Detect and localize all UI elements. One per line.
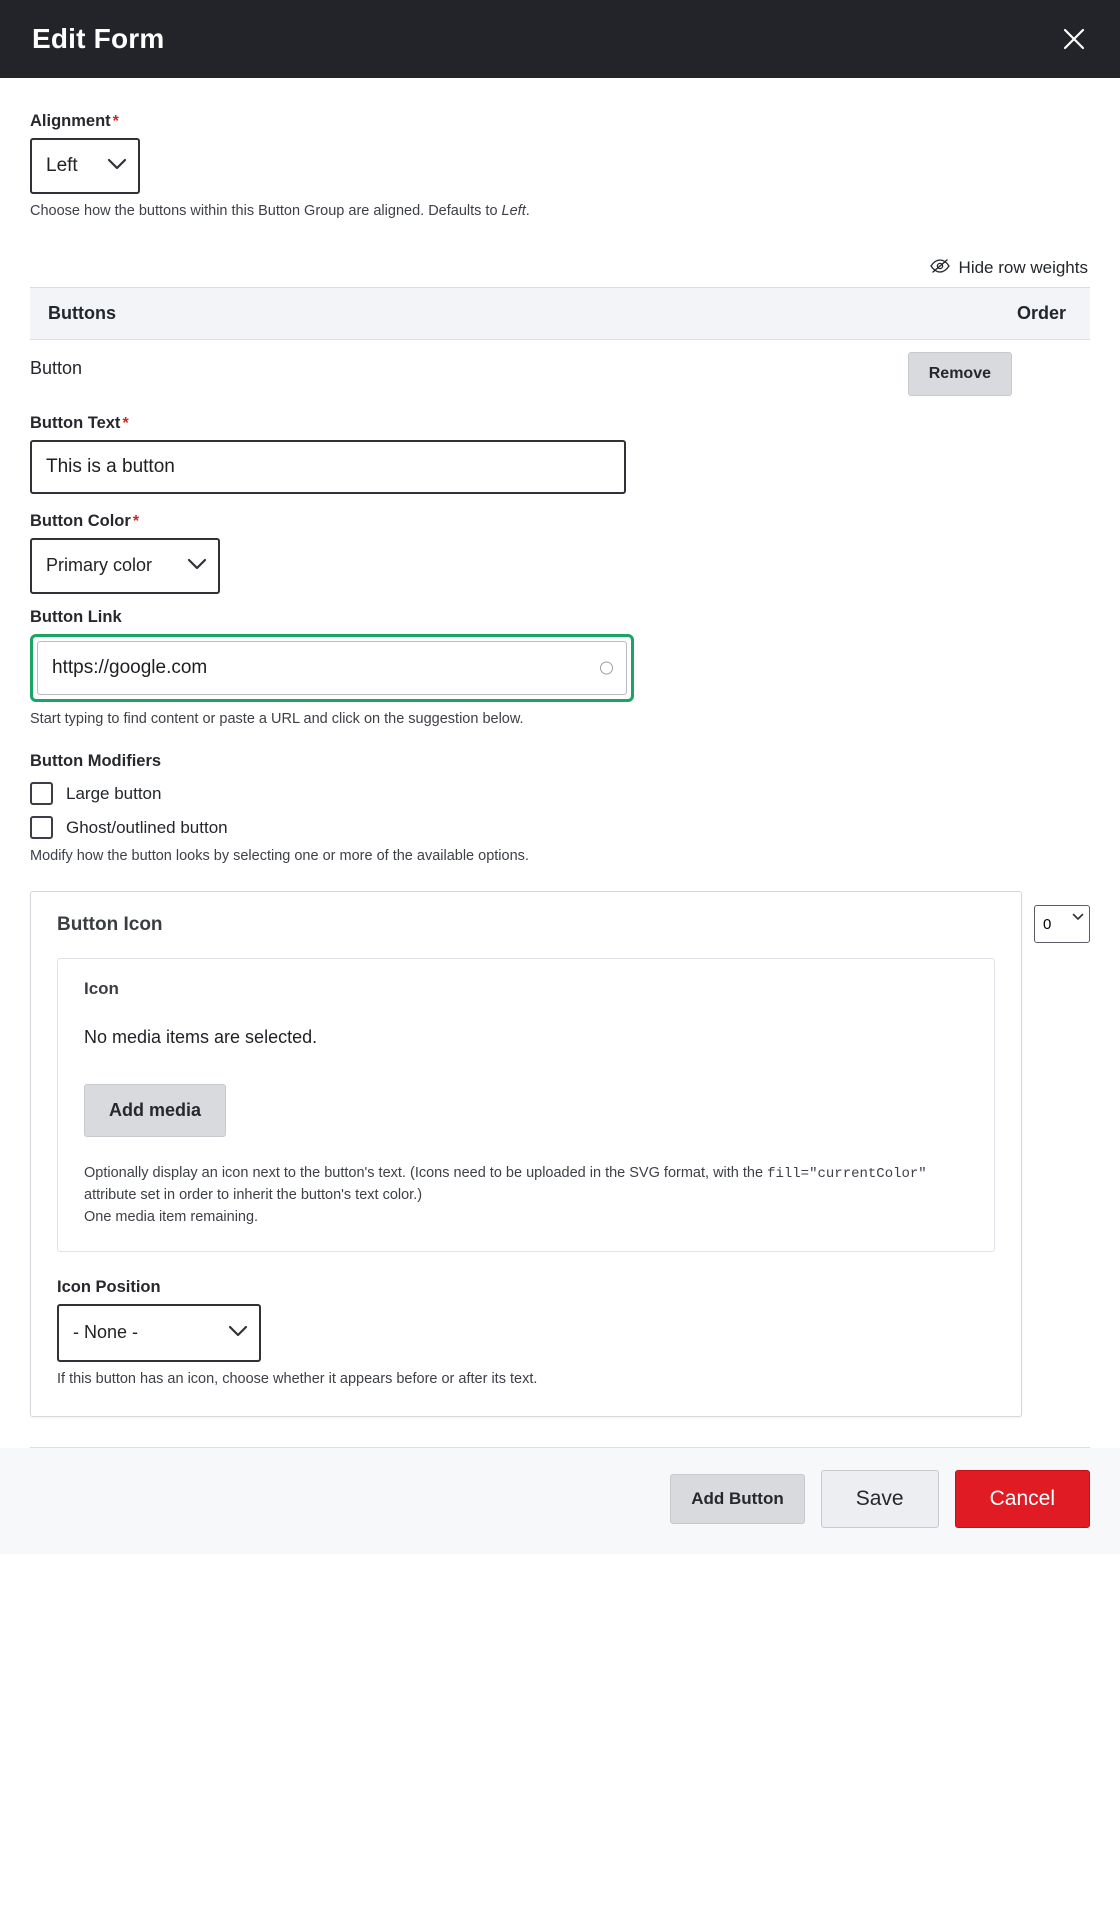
button-text-input[interactable] (30, 440, 626, 494)
modal-body (0, 78, 1120, 1417)
cancel-button[interactable]: Cancel (955, 1470, 1090, 1528)
close-icon[interactable] (1054, 19, 1094, 59)
large-button-checkbox[interactable] (30, 782, 53, 805)
button-link-input[interactable] (37, 641, 627, 695)
row-weight-select[interactable] (1034, 905, 1090, 943)
media-remaining-text: One media item remaining. (84, 1208, 259, 1225)
button-icon-section (30, 891, 1090, 1417)
button-link-description: Start typing to find content or paste a URL and click on the suggestion below. (30, 711, 524, 728)
button-color-select[interactable] (30, 538, 220, 594)
button-color-field (30, 512, 1090, 594)
page-title: Edit Form (32, 23, 165, 54)
row-weight-wrap (1034, 891, 1090, 943)
ghost-button-label[interactable]: Ghost/outlined button (66, 817, 228, 837)
icon-position-field (57, 1278, 995, 1390)
button-link-field (30, 608, 1090, 730)
hide-row-weights-button[interactable] (930, 258, 1088, 278)
modal-header (0, 0, 1120, 78)
icon-position-select[interactable] (57, 1304, 261, 1362)
alignment-field (30, 112, 1090, 222)
add-media-button[interactable]: Add media (84, 1084, 226, 1137)
icon-legend: Icon (84, 979, 119, 999)
modal-footer (0, 1448, 1120, 1554)
table-row (30, 340, 1090, 396)
alignment-select-wrap (30, 138, 140, 194)
button-modifiers-description: Modify how the button looks by selecting one or more of the available options. (30, 848, 529, 865)
modifier-option-ghost (30, 816, 1090, 839)
button-text-field (30, 414, 1090, 494)
remove-button[interactable]: Remove (908, 352, 1012, 396)
save-button[interactable]: Save (821, 1470, 939, 1528)
alignment-description: Choose how the buttons within this Button Group are aligned. Defaults to Left. (30, 203, 530, 219)
large-button-label[interactable]: Large button (66, 783, 162, 803)
button-icon-legend: Button Icon (57, 914, 163, 936)
add-button-button[interactable]: Add Button (670, 1474, 805, 1524)
buttons-table-header (30, 287, 1090, 340)
button-link-label: Button Link (30, 608, 122, 627)
button-text-label: Button Text * (30, 414, 129, 433)
hide-row-weights-label: Hide row weights (958, 258, 1088, 278)
icon-fill-code: fill="currentColor" (767, 1166, 927, 1183)
ghost-button-checkbox[interactable] (30, 816, 53, 839)
required-marker: * (122, 415, 129, 433)
button-modifiers-field (30, 752, 1090, 867)
no-media-text: No media items are selected. (84, 1027, 318, 1048)
button-modifiers-label: Button Modifiers (30, 752, 162, 771)
button-color-label: Button Color * (30, 512, 140, 531)
required-marker: * (112, 113, 119, 130)
icon-position-select-wrap (57, 1304, 261, 1362)
column-header-order: Order (1016, 303, 1066, 324)
icon-position-description: If this button has an icon, choose whether it appears before or after its text. (57, 1370, 538, 1387)
icon-position-label: Icon Position (57, 1277, 161, 1296)
button-icon-fieldset (30, 891, 1022, 1417)
autocomplete-throbber-icon (600, 662, 613, 675)
row-label: Button (30, 358, 83, 379)
alignment-label: Alignment * (30, 112, 119, 130)
modifier-option-large (30, 782, 1090, 805)
eye-slash-icon (930, 258, 950, 278)
alignment-select[interactable] (30, 138, 140, 194)
row-weights-row (30, 258, 1090, 278)
icon-media-description: Optionally display an icon next to the button's text. (Icons need to be uploaded in the SVG format, with the fill="currentColor" attribute set in order to inherit the button's text color.) One media item remaining. (84, 1163, 968, 1229)
required-marker: * (132, 513, 140, 531)
button-color-select-wrap (30, 538, 220, 594)
button-link-input-wrap (30, 634, 634, 702)
column-header-buttons: Buttons (48, 303, 116, 324)
icon-media-fieldset (57, 958, 995, 1252)
